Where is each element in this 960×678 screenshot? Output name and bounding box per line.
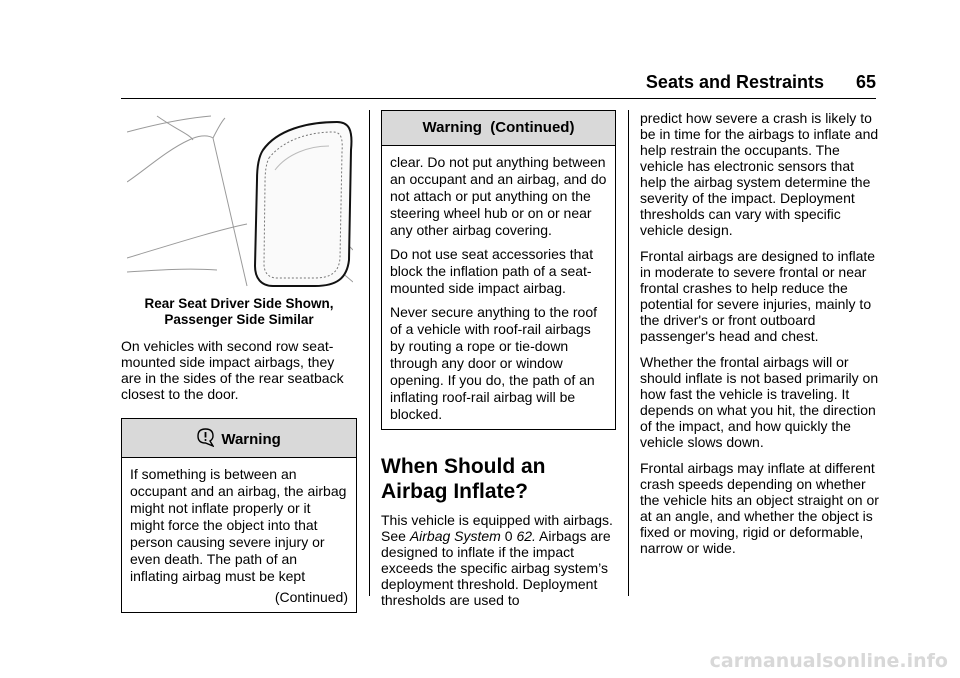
column-left [121, 110, 357, 613]
page-ref-icon: 0 [504, 528, 513, 544]
section-heading: When Should an Airbag Inflate? [381, 455, 546, 503]
figure-caption [121, 296, 357, 328]
warning-paragraph: Never secure anything to the roof of a vehicle with roof-rail airbags by routing a rope or tie-down through any door or window opening. If you do, the path of an inflating roof-rail airbag will be blocked. [390, 304, 598, 422]
warning-continued-header: Warning (Continued) [382, 111, 615, 146]
body-paragraph: Frontal airbags may inflate at different crash speeds depending on whether the vehicle hits an object straight on or at an angle, and whether the object is fixed or moving, rigid or deformable, narrow or wide. [640, 460, 879, 556]
warning-continued-body [382, 146, 615, 429]
warning-bracket-icon [197, 428, 214, 447]
column-right [640, 110, 880, 556]
body-paragraph: Frontal airbags are designed to inflate in moderate to severe frontal or near frontal crashes to help reduce the potential for severe injuries, mainly to the driver's or front outboard passenger's head and chest. [640, 248, 876, 344]
body-paragraph: Whether the frontal airbags will or should inflate is not based primarily on how fast the vehicle is traveling. It depends on what you hit, the direction of the impact, and how quickly the vehicle slows down. [640, 354, 879, 450]
warning-body [122, 458, 356, 612]
column-middle [381, 110, 616, 608]
airbag-system-link[interactable]: Airbag System [409, 528, 501, 544]
caption-line-2: Passenger Side Similar [164, 312, 314, 327]
continued-label: (Continued) [274, 589, 348, 605]
watermark: carmanualsonline.info [709, 650, 948, 672]
warning-header [122, 419, 356, 458]
airbag-inflate-paragraph [381, 512, 616, 608]
warning-paragraph: Do not use seat accessories that block the inflation path of a seat-mounted side impact airbag. [390, 246, 594, 296]
page-ref[interactable]: 62. [516, 528, 536, 544]
intro-paragraph: On vehicles with second row seat-mounted side impact airbags, they are in the sides of the rear seatback closest to the door. [121, 338, 344, 402]
warning-text: If something is between an occupant and an airbag, the airbag might not inflate properly or it might force the object into that person causing severe injury or even death. The path of an inflating airbag must be kept [130, 466, 347, 584]
warning-continued-box [381, 110, 616, 430]
para-text-before: This vehicle is equipped with airbags. See [381, 512, 613, 544]
body-paragraph: predict how severe a crash is likely to be in time for the airbags to inflate and help restrain the occupants. The vehicle has electronic sensors that help the airbag system determine the severity of the impact. Deployment thresholds can vary with specific vehicle design. [640, 110, 879, 238]
para-text-after: Airbags are designed to inflate if the impact exceeds the specific airbag system’s deployment threshold. Deployment thresholds are used to [381, 528, 611, 608]
warning-title: Warning [221, 431, 281, 448]
column-divider [628, 110, 629, 596]
section-header-title: Seats and Restraints [645, 72, 824, 92]
rear-seat-airbag-illustration [127, 110, 353, 288]
warning-paragraph: clear. Do not put anything between an occupant and an airbag, and do not attach or put anything on the steering wheel hub or on or near any other airbag covering. [390, 154, 607, 238]
column-divider [369, 110, 370, 596]
page-header [121, 66, 876, 99]
caption-line-1: Rear Seat Driver Side Shown, [144, 296, 334, 311]
warning-box [121, 418, 357, 613]
page-number: 65 [855, 72, 876, 92]
